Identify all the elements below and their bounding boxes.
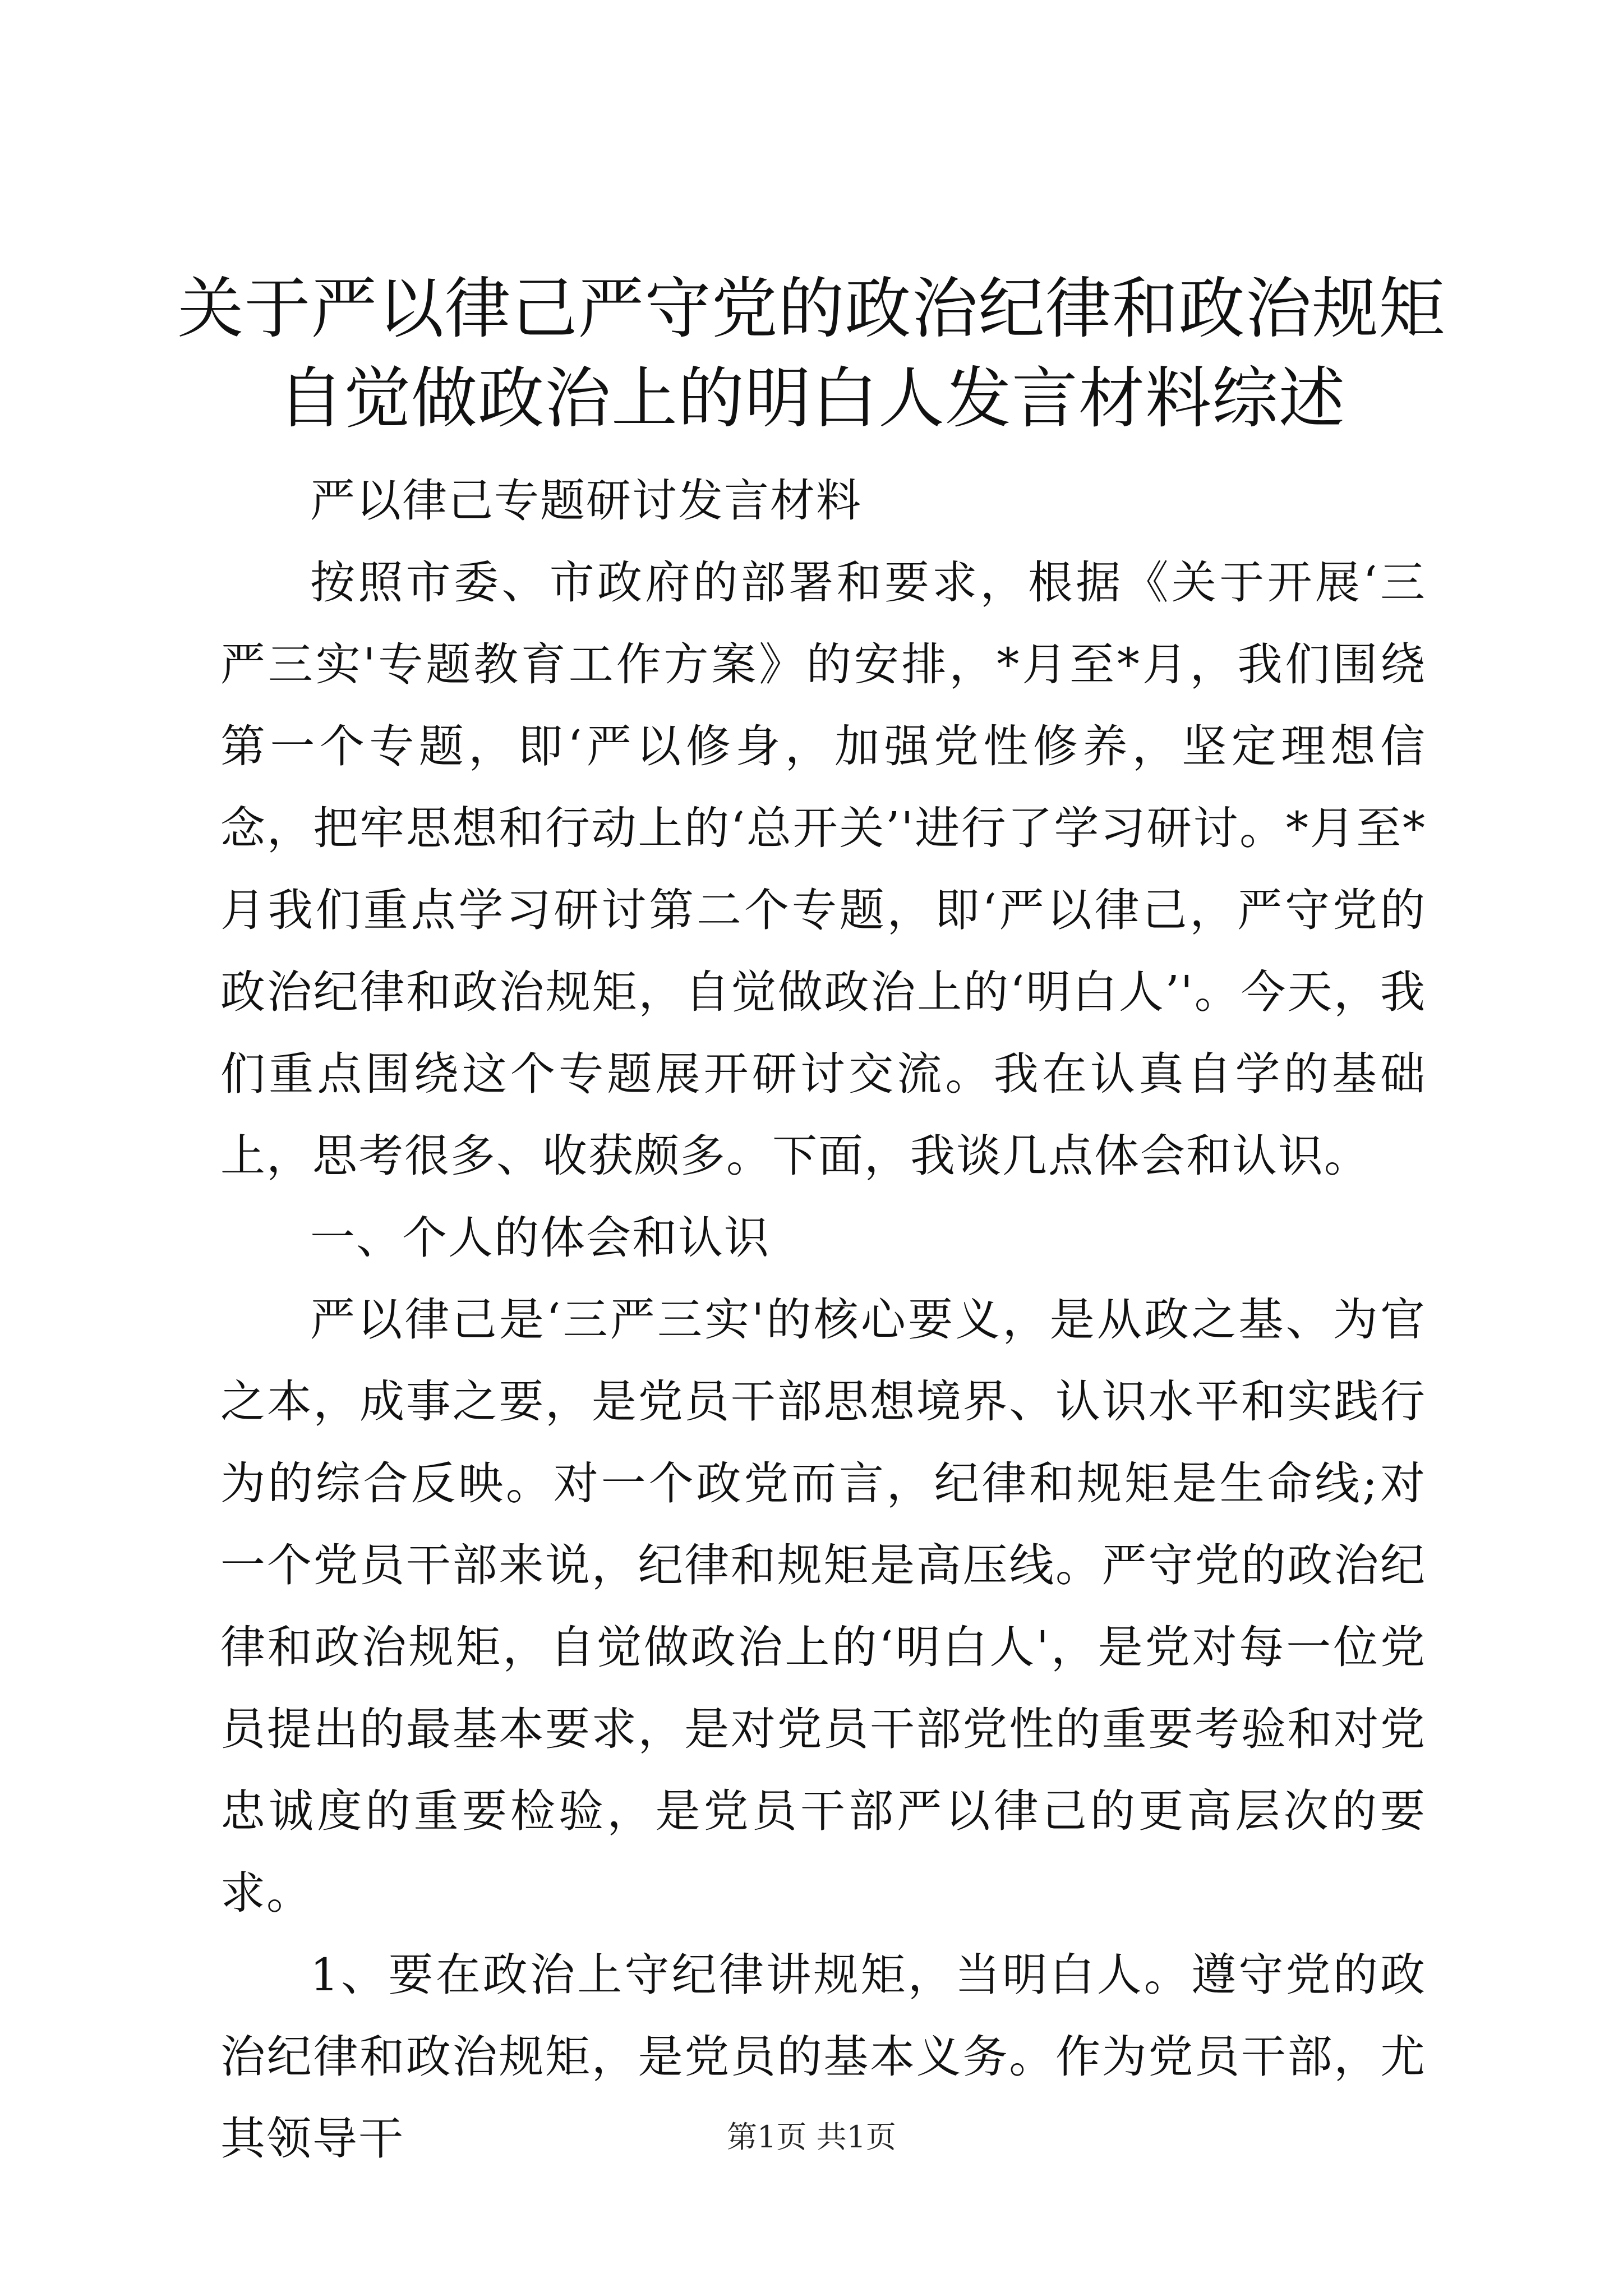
body-paragraph: 1、要在政治上守纪律讲规矩，当明白人。遵守党的政治纪律和政治规矩，是党员的基本义务。作为党员干部，尤其领导干: [220, 1949, 1426, 2165]
subtitle-paragraph: 严以律己专题研讨发言材料: [310, 475, 862, 527]
intro-paragraph: 按照市委、市政府的部署和要求，根据《关于开展‘三严三实'专题教育工作方案》的安排，*月至*月，我们围绕第一个专题，即‘严以修身，加强党性修养，坚定理想信念，把牢思想和行动上的‘总开关’'进行了学习研讨。*月至*月我们重点学习研讨第二个专题，即‘严以律己，严守党的政治纪律和政治规矩，自觉做政治上的‘明白人’'。今天，我们重点围绕这个专题展开研讨交流。我在认真自学的基础上，思考很多、收获颇多。下面，我谈几点体会和认识。: [220, 556, 1426, 1182]
document-title: 关于严以律己严守党的政治纪律和政治规矩自觉做政治上的明白人发言材料综述: [177, 270, 1446, 437]
body-paragraph: 严以律己是‘三严三实'的核心要义，是从政之基、为官之本，成事之要，是党员干部思想境界、认识水平和实践行为的综合反映。对一个政党而言，纪律和规矩是生命线;对一个党员干部来说，纪律和规矩是高压线。严守党的政治纪律和政治规矩，自觉做政治上的‘明白人'，是党对每一位党员提出的最基本要求，是对党员干部党性的重要考验和对党忠诚度的重要检验，是党员干部严以律己的更高层次的要求。: [220, 1294, 1426, 1919]
section-heading: 一、个人的体会和认识: [310, 1212, 770, 1264]
page-footer: 第1页 共1页: [727, 2119, 896, 2155]
document-body: [220, 460, 1426, 2180]
